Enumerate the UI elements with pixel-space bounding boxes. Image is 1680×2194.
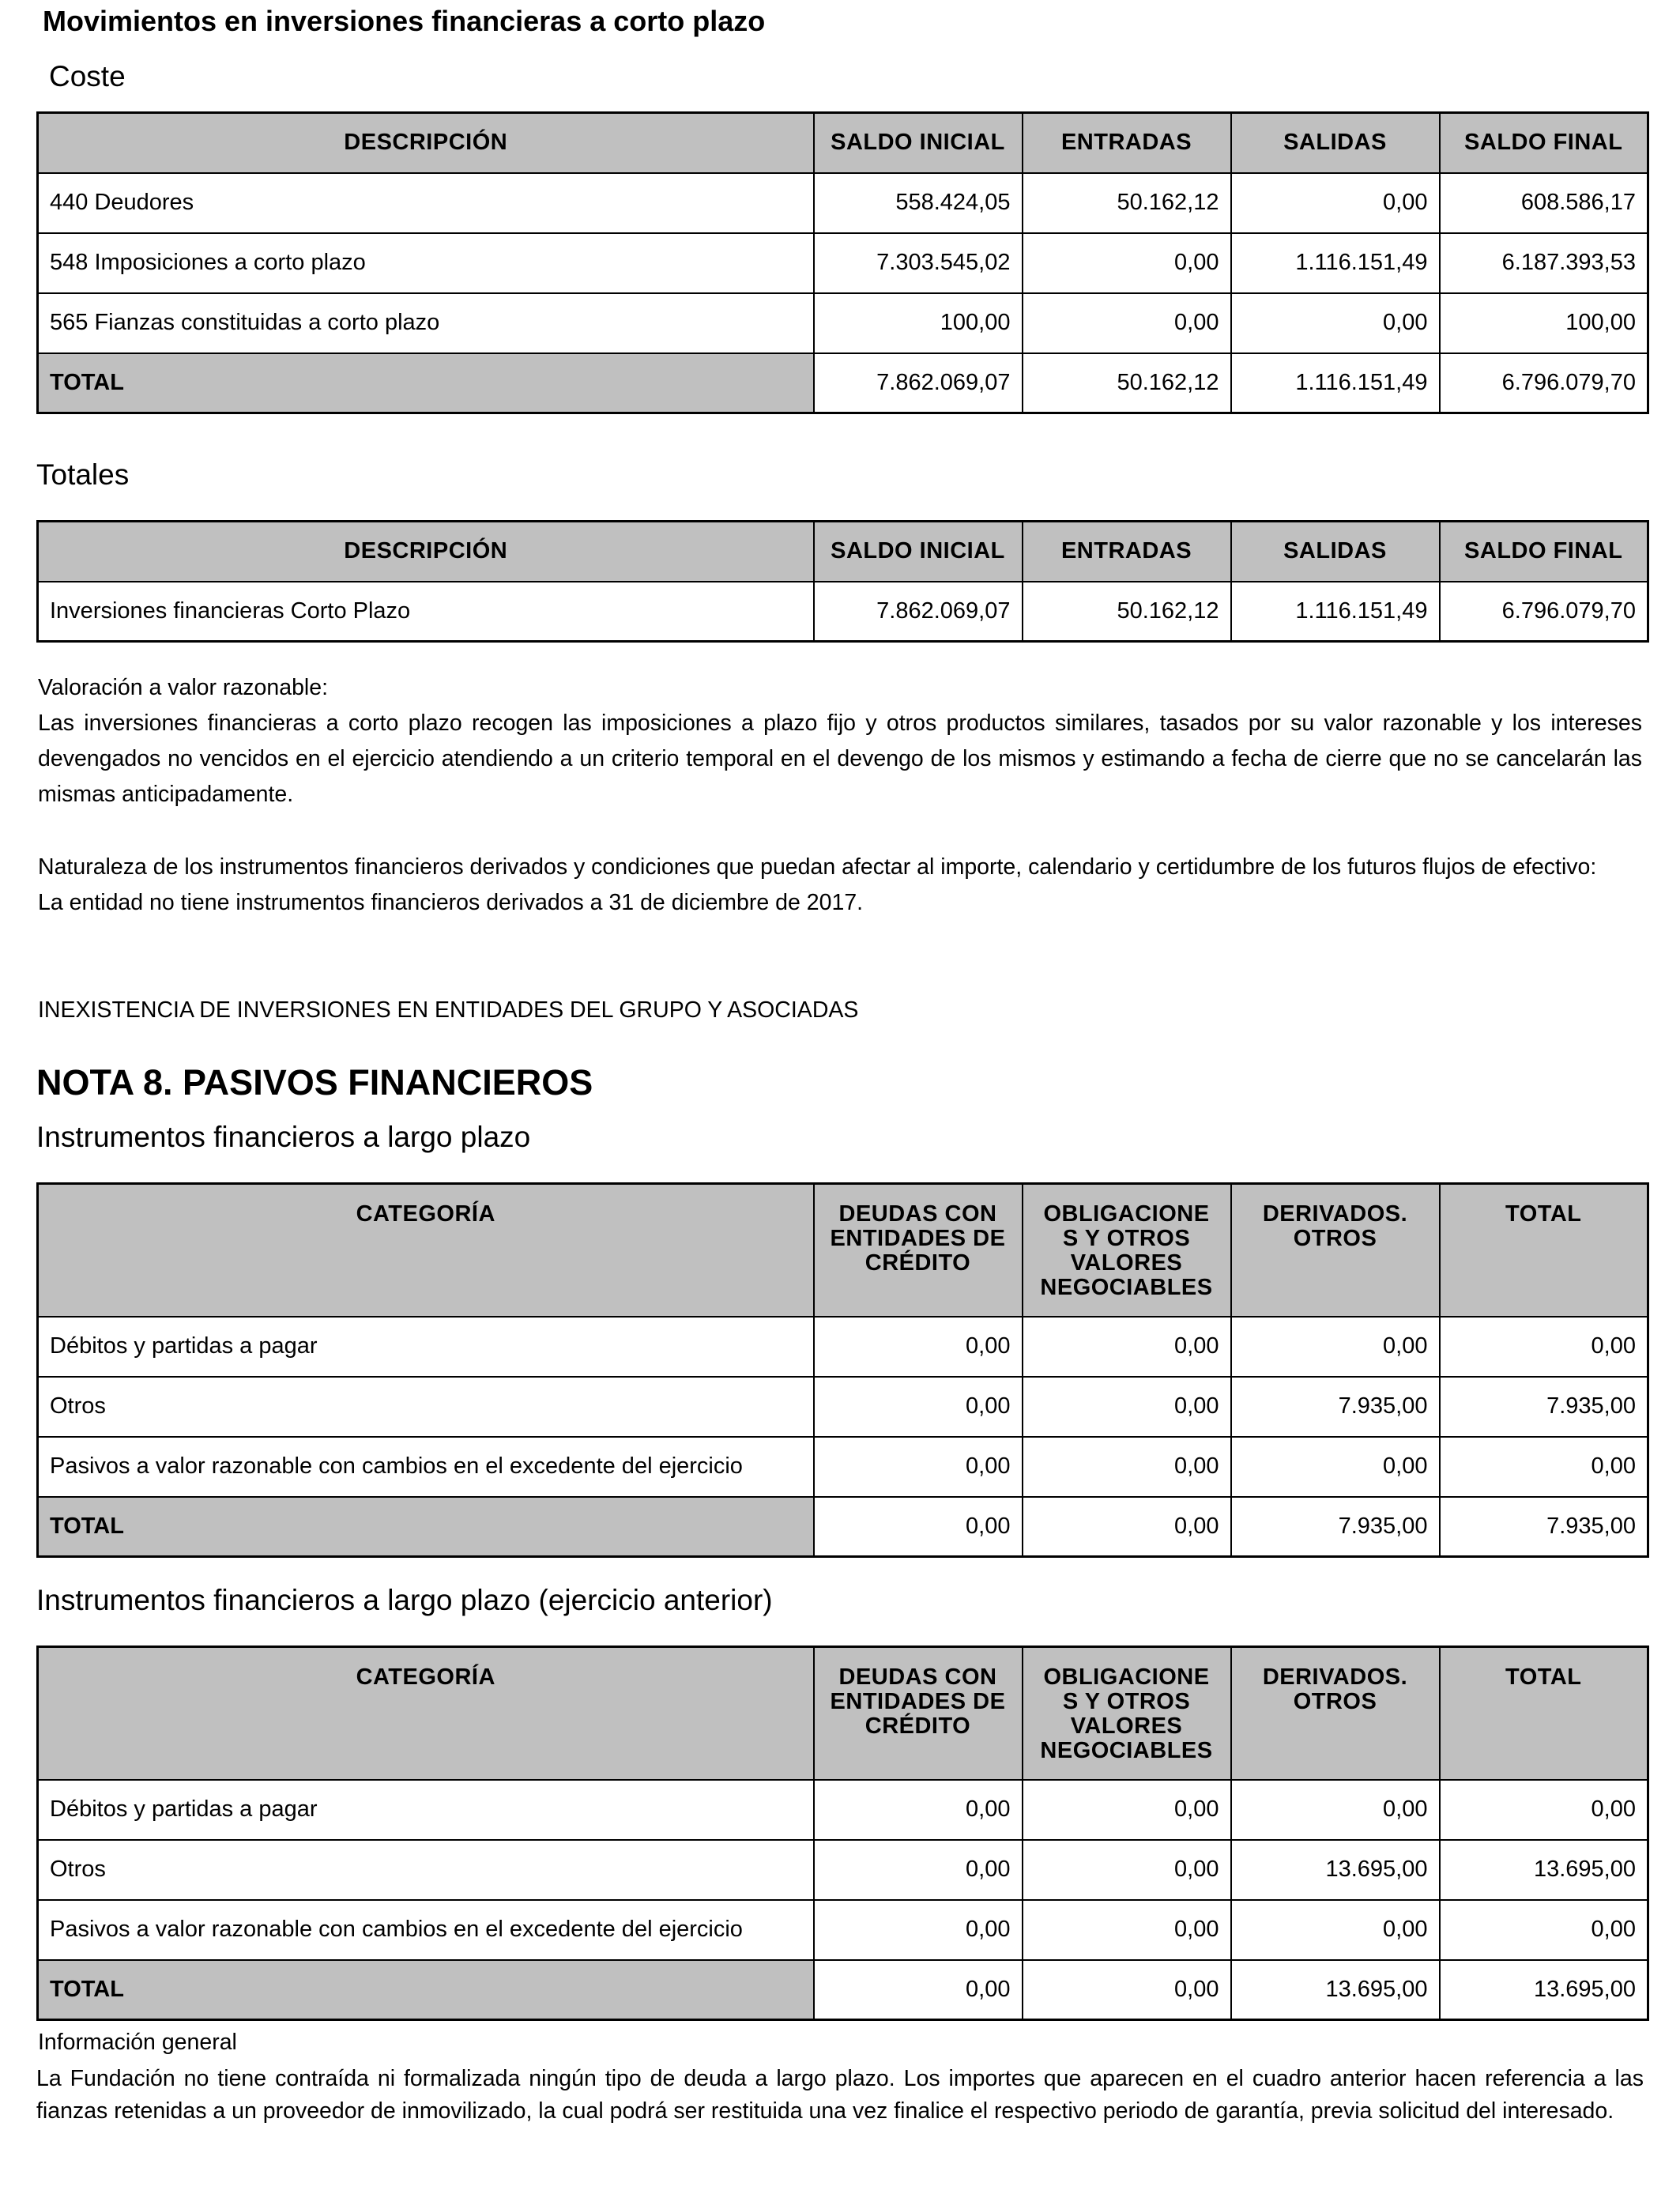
cell-value: 6.796.079,70 <box>1440 582 1648 642</box>
column-header: SALDO INICIAL <box>814 113 1023 173</box>
table-row <box>38 1377 1648 1437</box>
cell-value: 6.187.393,53 <box>1440 233 1648 293</box>
valoracion-text: Las inversiones financieras a corto plazo recogen las imposiciones a plazo fijo y otros productos similares, tasados por su valor razonable y los intereses devengados no vencidos en el ejercicio atendiendo a un criterio temporal en el devengo de los mismos y estimando a fecha de cierre que no se cancelarán las mismas anticipadamente. <box>38 711 1642 807</box>
row-label: 565 Fianzas constituidas a corto plazo <box>38 293 814 353</box>
totales-table <box>36 520 1649 643</box>
row-label: 548 Imposiciones a corto plazo <box>38 233 814 293</box>
nota8-title: NOTA 8. PASIVOS FINANCIEROS <box>36 1062 593 1103</box>
table-row <box>38 1317 1648 1377</box>
cell-value: 0,00 <box>1440 1437 1648 1497</box>
info-text: La Fundación no tiene contraída ni formalizada ningún tipo de deuda a largo plazo. Los importes que aparecen en el cuadro anterior hacen referencia a las fianzas retenidas a un proveedor de inmovilizado, la cual podrá ser restituida una vez finalice el respectivo periodo de garantía, previa solicitud del interesado. <box>36 2066 1644 2124</box>
total-label: TOTAL <box>38 353 814 413</box>
cell-value: 0,00 <box>1023 293 1231 353</box>
table-row <box>38 1900 1648 1960</box>
column-header: DEUDAS CON ENTIDADES DE CRÉDITO <box>814 1647 1023 1780</box>
cell-value: 0,00 <box>1440 1317 1648 1377</box>
cell-value: 50.162,12 <box>1023 173 1231 233</box>
cell-value: 7.935,00 <box>1231 1377 1440 1437</box>
row-label: 440 Deudores <box>38 173 814 233</box>
column-header: OBLIGACIONE S Y OTROS VALORES NEGOCIABLES <box>1023 1647 1231 1780</box>
total-value: 7.935,00 <box>1440 1497 1648 1557</box>
cell-value: 0,00 <box>1023 1900 1231 1960</box>
cell-value: 0,00 <box>814 1780 1023 1840</box>
row-label: Pasivos a valor razonable con cambios en el excedente del ejercicio <box>38 1900 814 1960</box>
section-title: Movimientos en inversiones financieras a corto plazo <box>43 5 766 37</box>
table-header-row <box>38 1647 1648 1780</box>
cell-value: 0,00 <box>1231 173 1440 233</box>
total-label: TOTAL <box>38 1497 814 1557</box>
total-value: 13.695,00 <box>1231 1960 1440 2020</box>
cell-value: 608.586,17 <box>1440 173 1648 233</box>
table-total-row <box>38 1497 1648 1557</box>
cell-value: 0,00 <box>1231 1900 1440 1960</box>
column-header: SALDO FINAL <box>1440 522 1648 582</box>
table-total-row <box>38 353 1648 413</box>
inexistencia-text: INEXISTENCIA DE INVERSIONES EN ENTIDADES DEL GRUPO Y ASOCIADAS <box>38 997 859 1023</box>
column-header: SALDO INICIAL <box>814 522 1023 582</box>
column-header: DESCRIPCIÓN <box>38 113 814 173</box>
cell-value: 0,00 <box>814 1840 1023 1900</box>
cell-value: 0,00 <box>1023 1780 1231 1840</box>
column-header: DESCRIPCIÓN <box>38 522 814 582</box>
table-row <box>38 582 1648 642</box>
table-header-row <box>38 522 1648 582</box>
total-label: TOTAL <box>38 1960 814 2020</box>
valoracion-heading: Valoración a valor razonable: <box>38 675 329 700</box>
cell-value: 0,00 <box>1023 1317 1231 1377</box>
cell-value: 0,00 <box>814 1377 1023 1437</box>
naturaleza-text: La entidad no tiene instrumentos financieros derivados a 31 de diciembre de 2017. <box>38 890 864 915</box>
column-header: DERIVADOS. OTROS <box>1231 1647 1440 1780</box>
cell-value: 1.116.151,49 <box>1231 233 1440 293</box>
lp-prev-label: Instrumentos financieros a largo plazo (ejercicio anterior) <box>36 1584 773 1616</box>
cell-value: 7.935,00 <box>1440 1377 1648 1437</box>
cell-value: 0,00 <box>814 1317 1023 1377</box>
column-header: TOTAL <box>1440 1184 1648 1317</box>
cell-value: 0,00 <box>1231 1437 1440 1497</box>
cell-value: 0,00 <box>1023 1437 1231 1497</box>
column-header: SALIDAS <box>1231 522 1440 582</box>
lp-prev-table <box>36 1646 1649 2021</box>
row-label: Débitos y partidas a pagar <box>38 1317 814 1377</box>
valoracion-block <box>38 670 1642 812</box>
total-value: 13.695,00 <box>1440 1960 1648 2020</box>
cell-value: 1.116.151,49 <box>1231 582 1440 642</box>
cell-value: 100,00 <box>1440 293 1648 353</box>
lp-table <box>36 1182 1649 1558</box>
cell-value: 0,00 <box>1231 1317 1440 1377</box>
column-header: ENTRADAS <box>1023 113 1231 173</box>
cell-value: 100,00 <box>814 293 1023 353</box>
column-header: SALIDAS <box>1231 113 1440 173</box>
row-label: Inversiones financieras Corto Plazo <box>38 582 814 642</box>
column-header: DEUDAS CON ENTIDADES DE CRÉDITO <box>814 1184 1023 1317</box>
lp-label: Instrumentos financieros a largo plazo <box>36 1121 531 1153</box>
cell-value: 0,00 <box>814 1900 1023 1960</box>
column-header: DERIVADOS. OTROS <box>1231 1184 1440 1317</box>
column-header: SALDO FINAL <box>1440 113 1648 173</box>
total-value: 0,00 <box>1023 1497 1231 1557</box>
cell-value: 13.695,00 <box>1440 1840 1648 1900</box>
coste-table <box>36 111 1649 414</box>
total-value: 50.162,12 <box>1023 353 1231 413</box>
column-header: ENTRADAS <box>1023 522 1231 582</box>
cell-value: 0,00 <box>1023 1377 1231 1437</box>
cell-value: 50.162,12 <box>1023 582 1231 642</box>
column-header: TOTAL <box>1440 1647 1648 1780</box>
total-value: 7.935,00 <box>1231 1497 1440 1557</box>
total-value: 6.796.079,70 <box>1440 353 1648 413</box>
cell-value: 0,00 <box>1231 293 1440 353</box>
totales-label: Totales <box>36 458 130 491</box>
table-row <box>38 233 1648 293</box>
table-total-row <box>38 1960 1648 2020</box>
table-row <box>38 293 1648 353</box>
cell-value: 0,00 <box>1231 1780 1440 1840</box>
total-value: 0,00 <box>814 1497 1023 1557</box>
column-header: OBLIGACIONE S Y OTROS VALORES NEGOCIABLES <box>1023 1184 1231 1317</box>
table-header-row <box>38 113 1648 173</box>
table-row <box>38 173 1648 233</box>
total-value: 1.116.151,49 <box>1231 353 1440 413</box>
cell-value: 0,00 <box>814 1437 1023 1497</box>
row-label: Débitos y partidas a pagar <box>38 1780 814 1840</box>
total-value: 0,00 <box>814 1960 1023 2020</box>
coste-label: Coste <box>49 60 126 92</box>
info-heading: Información general <box>38 2030 237 2055</box>
row-label: Otros <box>38 1377 814 1437</box>
cell-value: 0,00 <box>1440 1780 1648 1840</box>
table-row <box>38 1780 1648 1840</box>
column-header: CATEGORÍA <box>38 1184 814 1317</box>
naturaleza-block <box>38 850 1642 921</box>
cell-value: 0,00 <box>1440 1900 1648 1960</box>
cell-value: 7.862.069,07 <box>814 582 1023 642</box>
row-label: Otros <box>38 1840 814 1900</box>
table-row <box>38 1437 1648 1497</box>
cell-value: 0,00 <box>1023 1840 1231 1900</box>
naturaleza-heading: Naturaleza de los instrumentos financieros derivados y condiciones que puedan afectar al importe, calendario y certidumbre de los futuros flujos de efectivo: <box>38 854 1597 880</box>
cell-value: 558.424,05 <box>814 173 1023 233</box>
row-label: Pasivos a valor razonable con cambios en el excedente del ejercicio <box>38 1437 814 1497</box>
cell-value: 13.695,00 <box>1231 1840 1440 1900</box>
column-header: CATEGORÍA <box>38 1647 814 1780</box>
table-row <box>38 1840 1648 1900</box>
total-value: 0,00 <box>1023 1960 1231 2020</box>
total-value: 7.862.069,07 <box>814 353 1023 413</box>
cell-value: 0,00 <box>1023 233 1231 293</box>
table-header-row <box>38 1184 1648 1317</box>
cell-value: 7.303.545,02 <box>814 233 1023 293</box>
